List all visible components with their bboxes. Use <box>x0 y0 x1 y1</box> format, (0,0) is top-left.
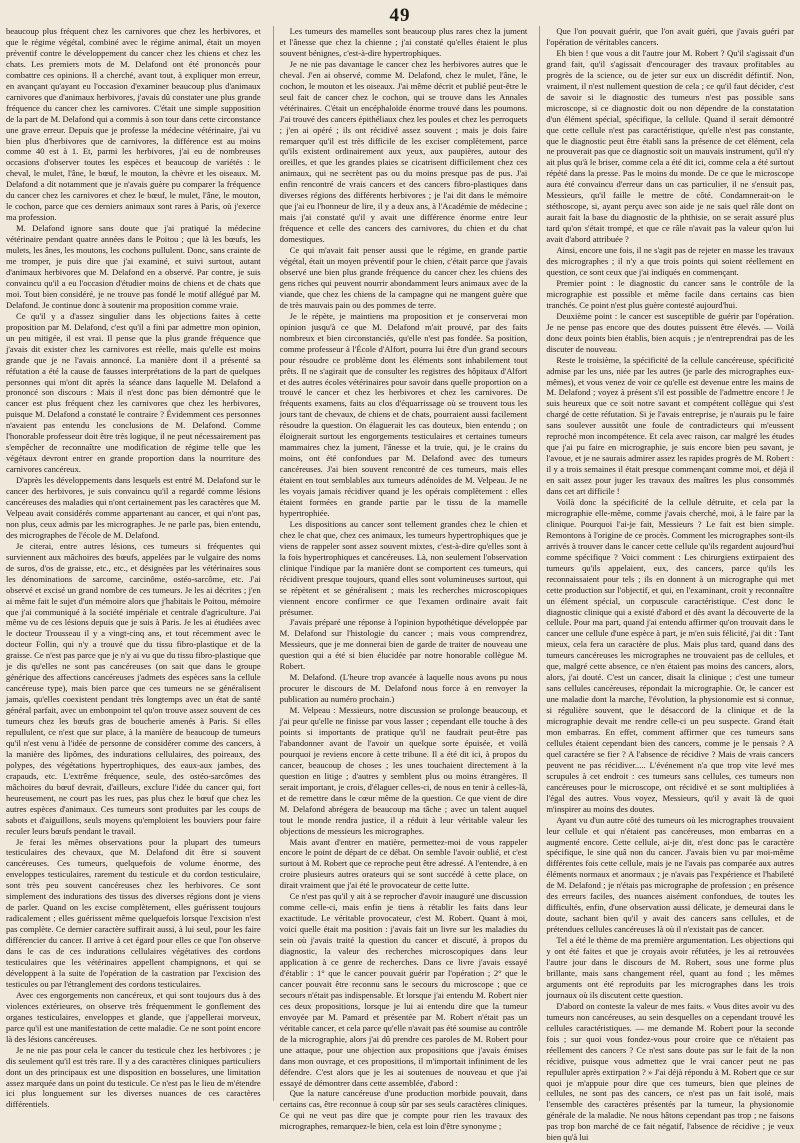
paragraph: Avec ces engorgements non cancéreux, et qui sont toujours dus à des violences extérieures, on observe très fréquemment le gonflement des organes testiculaires, enveloppes et glande, que j'appellerai morveux, parce qu'il est une manifestation de cette maladie. Ce ne sont point encore là des lésions cancéreuses. <box>6 989 261 1044</box>
paragraph: Je le répète, je maintiens ma proposition et je conserverai mon opinion jusqu'à ce que M. Delafond m'ait prouvé, par des faits nombreux et bien circonstanciés, qu'elle n'est pas fondée. Sa position, comme professeur à l'École d'Alfort, pourra lui être d'un grand secours pour résoudre ce problème dont les éléments sont inhabilement tout prêts. Il ne s'agirait que de consulter les registres des hôpitaux d'Alfort et des autres écoles vétérinaires pour savoir dans quelle proportion on a trouvé le cancer et chez les herbivores et chez les carnivores. De fréquents examens, faits au clos d'équarrissage où se trouvent tous les jours tant de chevaux, de chiens et de chats, pourraient aussi facilement résoudre la question. On élaguerait les cas douteux, bien entendu ; on éloignerait surtout les engorgements testiculaires et certaines tumeurs mammaires chez la jument, l'ânesse et la truie, qui, je le crains du moins, ont été confondues par M. Delafond avec des tumeurs cancéreuses. J'ai bien souvent rencontré de ces tumeurs, mais elles étaient en tout semblables aux tumeurs adénoïdes de M. Velpeau. Je ne les voyais jamais récidiver quand je les opérais complètement : elles étaient formées en grande partie par le tissu de la mamelle hypertrophiée. <box>279 310 528 518</box>
paragraph: Mais avant d'entrer en matière, permettez-moi de vous rappeler encore le point de départ de ce débat. On semble l'avoir oublié, et c'est surtout à M. Robert que ce reproche peut être adressé. A l'entendre, à en croire plusieurs autres orateurs qui se sont succédé à cette place, on dirait vraiment que j'ai été le provocateur de cette lutte. <box>279 836 528 891</box>
paragraph: Reste le troisième, la spécificité de la cellule cancéreuse, spécificité admise par les uns, niée par les autres (je parle des micrographes eux-mêmes), et vous venez de voir ce qu'elle est devenue entre les mains de M. Delafond ; voyez à présent s'il est possible de l'admettre encore ! Je suis heureux que ce soit notre savant et compétent collègue qui s'est chargé de cette réfutation. Si je l'avais entreprise, je n'aurais pu le faire sans soulever aussitôt une foule de contradicteurs qui m'eussent reproché mon incompétence. Et cela avec raison, car malgré les études que j'ai pu faire en micrographie, je suis encore bien peu savant, je l'avoue, et je ne saurais admirer assez les rapides progrès de M. Robert : il y a trois semaines il était presque commençant comme moi, et déjà il en sait assez pour juger les travaux des maîtres les plus consommés dans cet art difficile ! <box>546 354 794 497</box>
text-columns <box>6 26 794 1143</box>
column-2 <box>273 26 528 1132</box>
column-1 <box>6 26 261 1110</box>
paragraph: Eh bien ! que vous a dit l'autre jour M. Robert ? Qu'il s'agissait d'un grand fait, qu'il s'agissait d'encourager des travaux profitables au progrès de la science, ou de jeter sur eux un discrédit défintif. Non, vraiment, il n'est nullement question de cela ; ce qu'il faut décider, c'est de savoir si le diagnostic des tumeurs n'est pas possible sans microscope, si ce diagnostic doit ou non dépendre de la constatation d'un élément spécial, spécifique, la cellule. Quand il serait démontré que cette cellule n'est pas caractéristique, qu'elle n'est pas constante, que le diagnostic peut être établi sans la présence de cet élément, cela ne prouverait pas que ce diagnostic soit un mauvais instrument, qu'il n'y ait plus qu'à le briser, comme cela a été dit ici, comme cela a été surtout répété dans la presse. Pas le moins du monde. De ce que le microscope aura été convaincu d'erreur dans un cas particulier, il ne s'ensuit pas, Messieurs, qu'il faille le mettre de côté. Condamnerait-on le stéthoscope, si, ayant perçu avec son aide je ne sais quel râle dont on aurait fait la base du diagnostic de la phthisie, on se serait assuré plus tard qu'on s'était trompé, et que ce râle n'avait pas la valeur qu'on lui avait d'abord attribuée ? <box>546 47 794 245</box>
paragraph: Je ne nie pas pour cela le cancer du testicule chez les herbivores ; je dis seulement qu'il est très rare. Il y a des caractères cliniques particuliers dont un des principaux est une disposition en bosselures, une limitation assez marquée dans un point du testicule. Ce n'est pas le lieu de m'étendre ici plus longuement sur les diverses nuances de ces caractères différentiels. <box>6 1044 261 1110</box>
paragraph: M. Delafond. (L'heure trop avancée à laquelle nous avons pu nous procurer le discours de M. Delafond nous force à en renvoyer la publication au numéro prochain.) <box>279 672 528 705</box>
paragraph: Je citerai, entre autres lésions, ces tumeurs si fréquentes qui surviennent aux mâchoires des bœufs, appelées par le vulgaire des noms de suros, d'os de graisse, etc., etc., et désignées par les vétérinaires sous les dénominations de sarcome, carcinôme, ostéo-sarcôme, etc. J'ai observé et excisé un grand nombre de ces tumeurs. Je les ai décrites ; j'en ai même fait le sujet d'un mémoire alors que j'habitais le Poitou, mémoire que j'ai communiqué à la société impériale et centrale d'agriculture. J'ai même vu de ces lésions depuis que je suis à Paris. Je les ai étudiées avec le docteur Trousseau il y a vingt-cinq ans, et tout récemment avec le docteur Follin, qui n'y a trouvé que du tissu fibro-plastique et de la graisse. Ce n'est pas parce que je n'y ai vu que du tissu fibro-plastique que je dis qu'elles ne sont pas cancéreuses (on sait que dans le groupe générique des affections cancéreuses j'admets des espèces sans la cellule cancéreuse type), mais bien parce que ces tumeurs ne se généralisent jamais, qu'elles coexistent pendant très longtemps avec un état de santé général parfait, avec un embonpoint tel qu'on trouve assez souvent de ces tumeurs chez les bœufs gras de boucherie amenés à Paris. Si elles repullulent, ce n'est que sur place, à la manière de beaucoup de tumeurs qu'il n'est venu à l'idée de personne de considérer comme des cancers, à la manière des lipômes, des indurations cellulaires, des poireaux, des polypes, des végétations hypertrophiques, des eaux-aux jambes, des crapauds, etc. L'extrême fréquence, seule, des ostéo-sarcômes des mâchoires du bœuf devrait, d'ailleurs, exclure l'idée du cancer qui, fort heureusement, ne court pas les rues, pas plus chez le bœuf que chez les autres espèces d'animaux. Ces tumeurs sont produites par les coups de sabots et d'aiguillons, seuls moyens qu'emploient les bouviers pour faire reculer leurs bœufs pendant le travail. <box>6 540 261 836</box>
paragraph: M. Velpeau : Messieurs, notre discussion se prolonge beaucoup, et j'ai peur qu'elle ne finisse par vous lasser ; cependant elle touche à des points si importants de pratique qu'il ne faudrait peut-être pas l'abandonner avant de l'avoir un quelque sorte épuisée, et voilà pourquoi je reviens encore à cette tribune. Il a été dit ici, à propos du cancer, beaucoup de choses ; les unes touchaient directement à la question en litige ; d'autres y semblent plus ou moins étrangères. Il serait important, je crois, d'élaguer celles-ci, de nous en tenir à celles-là, et de remettre dans le cœur même de la question. Ce que vient de dire M. Delafond abrégera de beaucoup ma tâche ; avec un talent auquel tout le monde rendra justice, il a réduit à leur véritable valeur les objections de messieurs les micrographes. <box>279 705 528 836</box>
paragraph: Les tumeurs des mamelles sont beaucoup plus rares chez la jument et l'ânesse que chez la chienne ; j'ai constaté qu'elles étaient le plus souvent bénignes, c'est-à-dire hypertrophiques. <box>279 26 528 58</box>
paragraph: Premier point : le diagnostic du cancer sans le contrôle de la micrographie est possible et même facile dans certains cas bien tranchés. Ce point n'est plus guère contesté aujourd'hui. <box>546 277 794 310</box>
paragraph: Je ferai les mêmes observations pour la plupart des tumeurs testiculaires des chevaux, que M. Delafond dit être si souvent cancéreuses. Ces tumeurs, quelquefois de volume énorme, des enveloppes testiculaires, rarement du testicule et du cordon testiculaire, sont très peu souvent cancéreuses chez les herbivores. Ce sont simplement des indurations des tissus des diverses régions dont je viens de parler. Quand on les excise complètement, elles guérissent toujours radicalement ; elles guérissent même quelquefois lorsque l'excision n'est pas complète. Ce dernier caractère suffirait aussi, à lui seul, pour les faire différencier du cancer. Il arrive à cet égard pour elles ce que l'on observe dans le cas de ces indurations cellulaires végétatives des cordons testiculaires que les vétérinaires appellent champignons, et qui se développent à la suite de l'opération de la castration par l'excision des testicules ou par l'étranglement des cordons testiculaires. <box>6 836 261 989</box>
paragraph: Ce qui m'avait fait penser aussi que le régime, en grande partie végétal, était un moyen préventif pour le chien, c'était parce que j'avais observé une bien plus grande fréquence du cancer chez les chiens des gens riches qui peuvent nourrir abondamment leurs animaux avec de la viande, que chez les chiens de la campagne qui ne mangent guère que de très mauvais pain ou des pommes de terre. <box>279 245 528 310</box>
paragraph: Que l'on pouvait guérir, que l'on avait guéri, que j'avais guéri par l'opération de véritables cancers. <box>546 26 794 47</box>
paragraph: Deuxième point : le cancer est susceptible de guérir par l'opération. Je ne pense pas encore que des doutes puissent être élevés. — Voilà donc deux points bien établis, bien acquis ; je n'entreprendrai pas de les discuter de nouveau. <box>546 310 794 354</box>
paragraph: Je ne nie pas davantage le cancer chez les herbivores autres que le cheval. J'en ai observé, comme M. Delafond, chez le mulet, l'âne, le cochon, le mouton et les oiseaux. J'ai même décrit et publié peut-être le seul fait de cancer chez le cochon, qui se trouve dans les Annales vétérinaires. C'était un encéphaloïde énorme trouvé dans les poumons. J'ai trouvé des cancers épithéliaux chez les poules et chez les perroquets ; j'en ai opéré ; ils ont récidivé assez souvent ; mais je dois faire remarquer qu'il est très difficile de les exciser complètement, parce qu'ils existent ordinairement aux yeux, aux paupières, autour des oreilles, et que les grandes plaies se cicatrisent difficilement chez ces animaux, qui ne secrètent pas ou du moins presque pas de pus. J'ai enfin rencontré de vrais cancers et des cancers fibro-plastiques dans diverses régions des différents herbivores ; je l'ai dit dans le mémoire que j'ai eu l'honneur de lire, il y a deux ans, à l'Académie de médecine ; mais j'ai constaté qu'il y avait une différence énorme entre leur fréquence et celle des cancers des carnivores, du chien et du chat domestiques. <box>279 58 528 245</box>
page-number: 49 <box>389 5 411 26</box>
paragraph: D'après les développements dans lesquels est entré M. Delafond sur le cancer des herbivores, je suis convaincu qu'il a regardé comme lésions cancéreuses des maladies qui n'ont certainement pas les caractères que M. Velpeau avait considérés comme appartenant au cancer, et qui n'ont pas, non plus, ceux admis par les micrographes. Je ne parle pas, bien entendu, des micrographes de l'école de M. Delafond. <box>6 475 261 540</box>
paragraph: Les dispositions au cancer sont tellement grandes chez le chien et chez le chat que, chez ces animaux, les tumeurs hypertrophiques que je viens de rappeler sont assez souvent mixtes, c'est-à-dire qu'elles sont à la fois hypertrophiques et cancéreuses. Là, non seulement l'observation clinique l'indique par la manière dont se comportent ces tumeurs, qui récidivent presque toujours, quand elles sont volumineuses surtout, qui se répètent et se généralisent ; mais les recherches microscopiques viennent encore confirmer ce que l'examen ordinaire avait fait présumer. <box>279 518 528 617</box>
paragraph: Que la nature cancéreuse d'une production morbide pouvait, dans certains cas, être reconnue à coup sûr par ses seuls caractères cliniques. Ce qui ne veut pas dire que je compte pour rien les travaux des micrographes, remarquez-le bien, cela est loin d'être synonyme ; <box>279 1088 528 1132</box>
paragraph: beaucoup plus fréquent chez les carnivores que chez les herbivores, et que le régime végétal, combiné avec le régime animal, était un moyen préventif contre le développement du cancer chez les chiens et chez les chats. Les premiers mots de M. Delafond ont été prononcés pour combattre ces opinions. Il a cherché, avant tout, à expliquer mon erreur, en avançant qu'ayant eu l'occasion d'examiner beaucoup plus d'animaux carnivores que d'animaux herbivores, j'avais dû constater une plus grande fréquence du cancer chez les carnivores. C'était une simple supposition de la part de M. Delafond qui a commis à son tour dans cette circonstance une grave erreur. Depuis que je professe la médecine vétérinaire, j'ai vu bien plus d'herbivores que de carnivores, la différence est au moins comme 40 est à 1. Et, parmi les herbivores, j'ai eu de nombreuses occasions d'observer toutes les espèces et beaucoup de variétés : le cheval, le mulet, l'âne, le bœuf, le mouton, la chèvre et les oiseaux. M. Delafond a dit notamment que je n'avais guère pu comparer la fréquence du cancer chez les carnivores et chez le bœuf, le mulet, l'âne, le mouton, le cochon, parce que ces derniers animaux sont rares à Paris, où j'exerce ma profession. <box>6 26 261 223</box>
paragraph: Ce qu'il y a d'assez singulier dans les objections faites à cette proposition par M. Delafond, c'est qu'il a fini par admettre mon opinion, un peu mitigée, il est vrai. Il pense que la plus grande fréquence que j'avais dit exister chez les carnivores est réelle, mais qu'elle est moins grande que je ne l'avais annoncé. La manière dont il a présenté sa réfutation a été la cause de fausses interprétations de la part de quelques personnes qui m'ont dit après la séance dans laquelle M. Delafond a prononcé son discours : Mais il n'est donc pas bien démontré que le cancer est plus fréquent chez les carnivores que chez les herbivores, puisque M. Delafond a constaté le contraire ? Évidemment ces personnes n'avaient pas entendu les conclusions de M. Delafond. Comme l'honorable professeur doit être très logique, il ne peut nécessairement pas s'empêcher de reconnaître une modification de régime telle que les végétaux devront entrer en grande proportion dans la nourriture des carnivores cancéreux. <box>6 310 261 475</box>
paragraph: Ayant vu d'un autre côté des tumeurs où les micrographes trouvaient leur cellule et qui n'étaient pas cancéreuses, mon embarras en a augmenté encore. Cette cellule, ai-je dit, n'est donc pas le caractère spécifique, le sine quâ non du cancer. J'avais bien vu par moi-même différentes fois cette cellule, mais je ne l'avais pas comparée aux autres éléments normaux et anormaux ; je n'avais pas l'expérience et l'habileté de M. Delafond ; je n'étais pas micrographe de profession ; en présence des erreurs faciles, des nuances aisément confondues, de toutes les difficultés, enfin, d'une observation aussi délicate, je demeurai dans le doute, sachant bien qu'il y avait des cancers sans cellules, et de prétendues cellules cancéreuses là où il n'existait pas de cancer. <box>546 814 794 935</box>
paragraph: D'abord on conteste la valeur de mes faits. « Vous dites avoir vu des tumeurs non cancéreuses, au sein desquelles on a cependant trouvé les cellules caractéristiques. — me demande M. Robert pour la seconde fois ; sur quoi vous fondez-vous pour croire que ce n'étaient pas réellement des cancers ? Ce n'est sans doute pas sur le fait de la non récidive, puisque vous admettez que le vrai cancer peut ne pas repulluler après extirpation ? » J'ai déjà répondu à M. Robert que ce sur quoi je m'appuie pour dire que ces tumeurs, bien que pleines de cellules, ne sont pas des cancers, ce n'est pas un fait isolé, mais l'ensemble des caractères présentés par la tumeur, la physionomie générale de la maladie. Ne nous hâtons cependant pas trop ; ne faisons pas trop bon marché de ce fait négatif, l'absence de récidive ; je veux bien qu'à lui <box>546 1000 794 1143</box>
paragraph: J'avais préparé une réponse à l'opinion hypothétique développée par M. Delafond sur l'histologie du cancer ; mais vous comprendrez, Messieurs, que je me donnerai bien de garde de traiter de nouveau une question qui a été si bien élucidée par notre honorable collègue M. Robert. <box>279 617 528 672</box>
paragraph: Tel a été le thème de ma première argumentation. Les objections qui y ont été faites et que je croyais avoir réfutées, je les ai retrouvées l'autre jour dans le discours de M. Robert, sous une forme plus brillante, mais sans changement réel, quant au fond ; les mêmes arguments ont été reproduits par les micrographes dans les trois journaux où ils discutent cette question. <box>546 935 794 1000</box>
paragraph: Ce n'est pas qu'il y ait à se reprocher d'avoir inauguré une discussion comme celle-ci, mais enfin je tiens à rétablir les faits dans leur exactitude. Le véritable provocateur, c'est M. Robert. Quant à moi, voici quelle était ma position : j'avais fait un livre sur les maladies du sein où j'avais traité la question du cancer et discuté, à propos du diagnostic, la valeur des recherches microscopiques dans leur application à ce genre de recherches. Dans ce livre j'avais essayé d'établir : 1° que le cancer pouvait guérir par l'opération ; 2° que le cancer pouvait être reconnu sans le secours du microscope ; que ce secours n'était pas indispensable. Et lorsque j'ai entendu M. Robert nier ces deux propositions, lorsque je lui ai entendu dire que la tumeur envoyée par M. Pamard et présentée par M. Robert n'était pas un véritable cancer, et cela parce qu'elle n'avait pas été soumise au contrôle de la micrographie, alors j'ai dû prendre ces paroles de M. Robert pour une attaque, pour une objection aux propositions que j'avais émises dans mon ouvrage, et ces propositions, il m'importait infiniment de les défendre. C'est alors que je les ai soutenues de nouveau et que j'ai essayé de démontrer dans cette assemblée, d'abord : <box>279 891 528 1088</box>
paragraph: M. Delafond ignore sans doute que j'ai pratiqué la médecine vétérinaire pendant quatre années dans le Poitou ; que là les bœufs, les mulets, les ânes, les moutons, les cochons pullulent. Donc, sans crainte de me tromper, je puis dire que j'ai examiné, et suivi surtout, autant d'animaux herbivores que M. Delafond en a observé. Par contre, je suis convaincu qu'il a eu l'occasion d'étudier moins de chiens et de chats que moi. Tout bien considéré, je ne trouve pas fondé le motif allégué par M. Delafond. Je continue donc à soutenir ma proposition comme vraie. <box>6 223 261 310</box>
column-3 <box>539 26 794 1143</box>
paragraph: Ainsi, encore une fois, il ne s'agit pas de rejeter en masse les travaux des micrographes ; il n'y a que trois points qui soient réellement en question, ce sont ceux que j'ai indiqués en commençant. <box>546 245 794 277</box>
paragraph: Voilà donc la spécificité de la cellule détruite, et cela par la micrographie elle-même, comme j'avais cherché, moi, à le faire par la clinique. Pourquoi l'ai-je fait, Messieurs ? Le fait est bien simple. Remontons à l'origine de ce procès. Comment les micrographes sont-ils arrivés à trouver dans le cancer cette cellule qu'ils regardent aujourd'hui comme spécifique ? Voici comment : Les chirurgiens extirpaient des tumeurs qu'ils appelaient, eux, des cancers, parce qu'ils les reconnaissaient pour tels ; ils en donnent à un micrographe qui met cette production sur l'objectif, et qui, en l'examinant, croit y reconnaître un élément spécial, un corpuscule caractéristique. C'est donc le diagnostic clinique qui a existé d'abord et dès avant la découverte de la cellule. Pour ma part, quand j'ai entendu affirmer qu'on trouvait dans le cancer une cellule d'une espèce à part, je m'en suis félicité, j'ai dit : Tant mieux, cela fera un caractère de plus. Mais plus tard, quand dans des tumeurs cancéreuses les micrographes ne trouvaient pas de cellules, et que, malgré cette absence, ce n'en étaient pas moins des cancers, alors, alors, j'ai douté. C'est un cancer, disait la clinique ; c'est une tumeur sans cellules cancéreuses, répondait la micrographie. Or, le cancer est une maladie dont la marche, l'évolution, la physionomie est si connue, si régulière souvent, que le désaccord de la clinique et de la micrographie devait me rendre celle-ci un peu suspecte. Grand était mon embarras. En effet, comment affirmer que ces tumeurs sans cellules étaient cependant bien des cancers, comme je le pensais ? A quel caractère se fier ? A l'absence de récidive ? Mais de vrais cancers peuvent ne pas récidiver..... L'événement n'a que trop vite levé mes scrupules à cet endroit : ces tumeurs sans cellules, ces tumeurs non cancéreuses pour le microscope, ont récidivé et se sont multipliées à l'égal des autres. Vous voyez, Messieurs, qu'il y avait là de quoi m'inspirer au moins des doutes. <box>546 496 794 814</box>
